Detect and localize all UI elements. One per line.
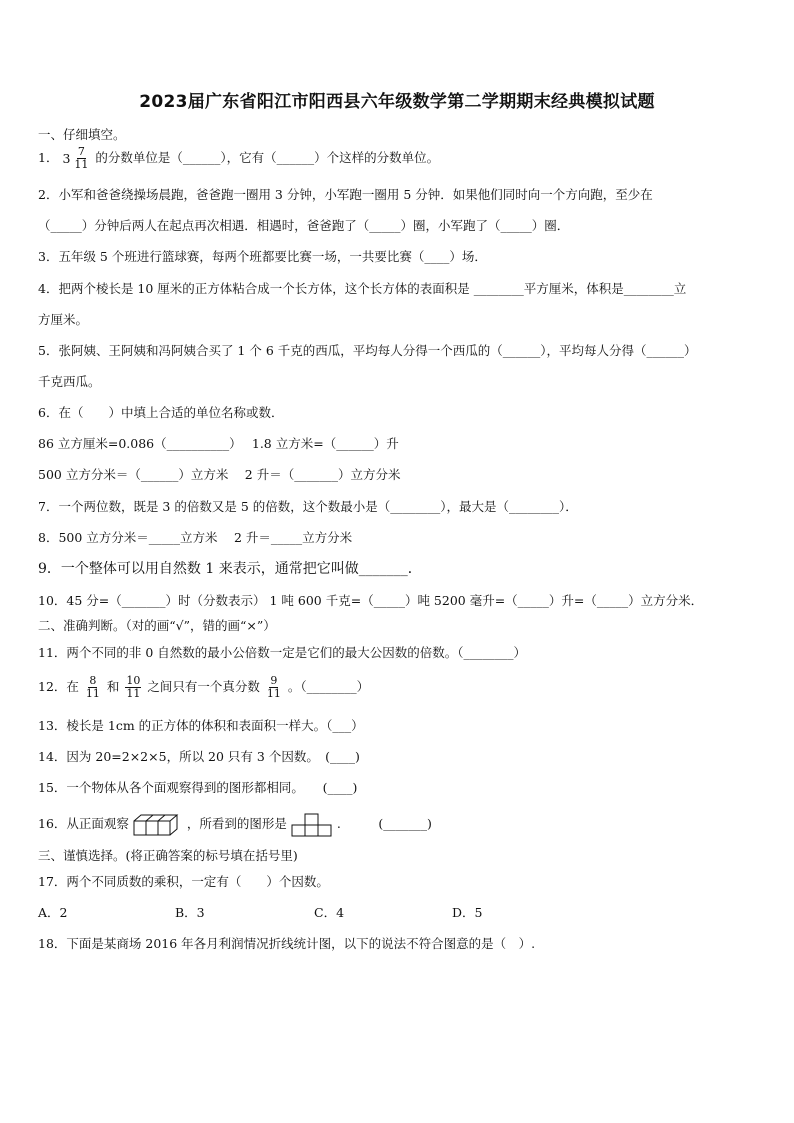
fraction-denominator: 11 [85,687,100,700]
option-c: C．4 [314,905,345,920]
fraction-10-11 [125,675,141,700]
question-10: 10．45 分=（_______）时（分数表示） 1 吨 600 千克=（_____）吨 5200 毫升=（_____）升=（_____）立方分米． [38,593,704,608]
mixed-number-whole: 3 [62,150,71,166]
question-12-suffix: 。（________） [287,679,370,694]
fraction-numerator: 7 [77,145,85,158]
question-9: 9．一个整体可以用自然数 1 来表示，通常把它叫做_______． [38,561,422,577]
question-16 [38,810,432,838]
question-15: 15．一个物体从各个面观察得到的图形都相同。 (____) [38,780,358,795]
section-2-heading: 二、准确判断。（对的画“√”，错的画“×”） [38,618,276,633]
front-view-figure [291,813,333,837]
question-4-line-1: 4．把两个棱长是 10 厘米的正方体粘合成一个长方体，这个长方体的表面积是 ________平方厘米，体积是________立 [38,281,687,296]
question-5-line-1: 5．张阿姨、王阿姨和冯阿姨合买了 1 个 6 千克的西瓜，平均每人分得一个西瓜的（______），平均每人分得（______） [38,343,697,358]
mixed-number [62,146,91,171]
section-3-heading: 三、谨慎选择。(将正确答案的标号填在括号里) [38,848,298,863]
section-1-heading: 一、仔细填空。 [38,127,126,142]
question-5-line-2: 千克西瓜。 [38,374,101,389]
question-12-prefix: 12．在 [38,679,79,694]
fraction [73,146,89,171]
question-2-line-2: （_____）分钟后两人在起点再次相遇．相遇时，爸爸跑了（_____）圈，小军跑了（_____）圈． [38,218,570,233]
question-16-middle: ，所看到的图形是 [186,816,287,831]
question-3: 3．五年级 5 个班进行篮球赛，每两个班都要比赛一场，一共要比赛（____）场． [38,249,487,264]
question-1-text: 的分数单位是（______），它有（______）个这样的分数单位。 [95,150,440,165]
option-b: B．3 [175,905,205,920]
question-17: 17．两个不同质数的乘积，一定有（ ）个因数。 [38,874,329,889]
question-8: 8．500 立方分米＝_____立方米 2 升＝_____立方分米 [38,530,353,545]
question-1 [38,146,439,171]
question-18: 18．下面是某商场 2016 年各月利润情况折线统计图，以下的说法不符合图意的是（ ）. [38,936,536,951]
fraction-numerator: 9 [270,674,278,687]
fraction-numerator: 10 [126,674,141,687]
fraction-numerator: 8 [89,674,97,687]
question-12-middle: 之间只有一个真分数 [147,679,260,694]
fraction-denominator: 11 [266,687,281,700]
question-11: 11．两个不同的非 0 自然数的最小公倍数一定是它们的最大公因数的倍数。（________） [38,645,527,660]
question-1-number: 1． [38,150,59,165]
question-14: 14．因为 20=2×2×5，所以 20 只有 3 个因数。 (____) [38,749,360,764]
page-title: 2023届广东省阳江市阳西县六年级数学第二学期期末经典模拟试题 [139,92,655,112]
question-16-prefix: 16．从正面观察 [38,816,129,831]
fraction-denominator: 11 [74,158,89,171]
question-6-line-3: 500 立方分米＝（______）立方米 2 升＝（_______）立方分米 [38,467,401,482]
question-6-line-2: 86 立方厘米=0.086（__________） 1.8 立方米=（______）升 [38,436,399,451]
fraction-9-11 [266,675,282,700]
option-a: A．2 [38,905,68,920]
question-12 [38,672,369,702]
fraction-8-11 [85,675,101,700]
question-2-line-1: 2．小军和爸爸绕操场晨跑，爸爸跑一圈用 3 分钟，小军跑一圈用 5 分钟．如果他们同时向一个方向跑，至少在 [38,187,653,202]
question-12-and: 和 [106,679,120,694]
question-16-suffix: . (_______) [336,816,432,831]
option-d: D．5 [452,905,483,920]
cube-stack-3d-figure [133,813,183,837]
question-7: 7．一个两位数，既是 3 的倍数又是 5 的倍数，这个数最小是（________），最大是（________）． [38,499,578,514]
question-13: 13．棱长是 1cm 的正方体的体积和表面积一样大。（___） [38,718,364,733]
fraction-denominator: 11 [126,687,141,700]
question-4-line-2: 方厘米。 [38,312,89,327]
question-6-line-1: 6．在（ ）中填上合适的单位名称或数． [38,405,284,420]
